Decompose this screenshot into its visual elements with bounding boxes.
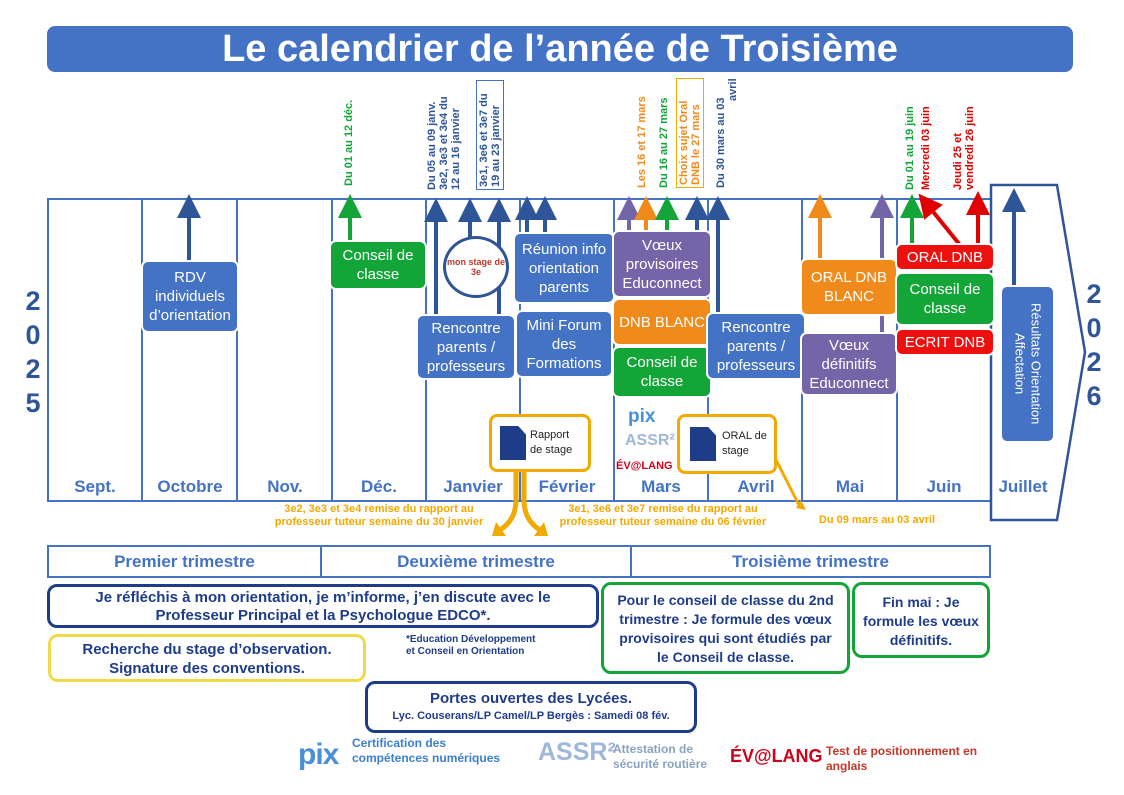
trimestre-3: Troisième trimestre [630,545,991,578]
date-janvier-box: 3e1, 3e6 et 3e7 du 19 au 23 janvier [476,80,504,190]
rencontre-parents-avr-box: Rencontre parents / professeurs [706,312,806,380]
rencontre-parents-jan-box: Rencontre parents / professeurs [416,314,516,380]
month-juillet: Juillet [998,477,1048,496]
note-portes-ouvertes: Portes ouvertes des Lycées. Lyc. Couserans/LP Camel/LP Bergès : Samedi 08 fév. [365,681,697,733]
rapport-stage-box: Rapport de stage [489,414,591,472]
month-octobre: Octobre [157,477,223,496]
legend-pix-logo: pix [298,738,339,771]
note-orientation: Je réfléchis à mon orientation, je m’informe, j’en discute avec le Professeur Principal et la Psychologue EDCO*. [47,584,599,628]
voeux-definitifs-box: Vœux définitifs Educonnect [800,332,898,396]
legend-evlang-logo: ÉV@LANG [730,746,823,766]
pix-logo: pix [628,406,656,427]
month-fevrier: Février [538,477,596,496]
oral-dnb-blanc-box: ORAL DNB BLANC [800,258,898,316]
month-janvier: Janvier [443,477,503,496]
trimestre-2: Deuxième trimestre [320,545,632,578]
document-icon [500,426,526,460]
oral-stage-box: ORAL de stage [677,414,777,474]
voeux-provisoires-box: Vœux provisoires Educonnect [612,230,712,298]
oral-dnb-box: ORAL DNB [895,243,995,271]
note-fin-mai: Fin mai : Je formule les vœux définitifs. [852,582,990,658]
legend-assr-logo: ASSR² [538,738,616,766]
mini-forum-box: Mini Forum des Formations [515,310,613,378]
month-juin: Juin [926,477,962,496]
ecrit-dnb-box: ECRIT DNB [895,328,995,356]
year-end: 2 0 2 6 [1086,279,1102,411]
resultats-orientation-box: Résultats Orientation Affectation [1000,285,1055,443]
reunion-info-box: Réunion info orientation parents [513,232,615,304]
note-stage: Recherche du stage d’observation. Signature des conventions. [48,634,366,682]
date-mars-2: Du 16 au 27 mars [658,97,670,188]
date-juin-1: Du 01 au 19 juin [904,106,916,190]
year-start: 2 0 2 5 [25,286,41,418]
note-edco: *Education Développement et Conseil en Orientation [406,634,536,657]
month-nov: Nov. [267,477,303,496]
legend-pix-label: Certification des compétences numériques [352,736,501,765]
conseil-classe-juin-box: Conseil de classe [895,272,995,326]
date-dec: Du 01 au 12 déc. [343,99,355,186]
conseil-classe-mars-box: Conseil de classe [612,346,712,398]
note-conseil-2nd: Pour le conseil de classe du 2nd trimestre : Je formule des vœux provisoires qui sont étudiés par le Conseil de classe. [601,582,850,674]
page-title: Le calendrier de l’année de Troisième [47,26,1073,72]
date-avril-group: Du 30 mars au 03 avril [715,78,739,188]
month-mai: Mai [835,477,865,496]
remise-3: Du 09 mars au 03 avril [818,514,936,526]
remise-2: 3e1, 3e6 et 3e7 remise du rapport au professeur tuteur semaine du 06 février [559,503,767,528]
date-mars-1: Les 16 et 17 mars [636,96,648,188]
rdv-orientation-box: RDV individuels d’orientation [141,260,239,333]
legend-assr-label: Attestation de sécurité routière [613,742,708,771]
date-juin-group: Jeudi 25 et vendredi 26 juin [952,106,976,190]
conseil-classe-dec-box: Conseil de classe [329,240,427,290]
date-juin-2: Mercredi 03 juin [920,106,932,190]
date-janvier-group: Du 05 au 09 janv. 3e2, 3e3 et 3e4 du 12 au 16 janvier [426,96,462,190]
month-mars: Mars [641,477,681,496]
trimestre-1: Premier trimestre [47,545,322,578]
legend-evlang-label: Test de positionnement en anglais [826,744,978,773]
dnb-blanc-box: DNB BLANC [612,298,712,346]
month-sept: Sept. [74,477,116,496]
month-avril: Avril [737,477,775,496]
document-speech-icon [690,427,716,461]
date-mars-box: Choix sujet Oral DNB le 27 mars [676,78,704,188]
mon-stage-logo: mon stage de 3e [443,236,509,298]
remise-1: 3e2, 3e3 et 3e4 remise du rapport au professeur tuteur semaine du 30 janvier [274,503,484,528]
evlang-logo: ÉV@LANG [616,460,673,472]
month-dec: Déc. [361,477,397,496]
assr-logo: ASSR² [625,432,675,449]
